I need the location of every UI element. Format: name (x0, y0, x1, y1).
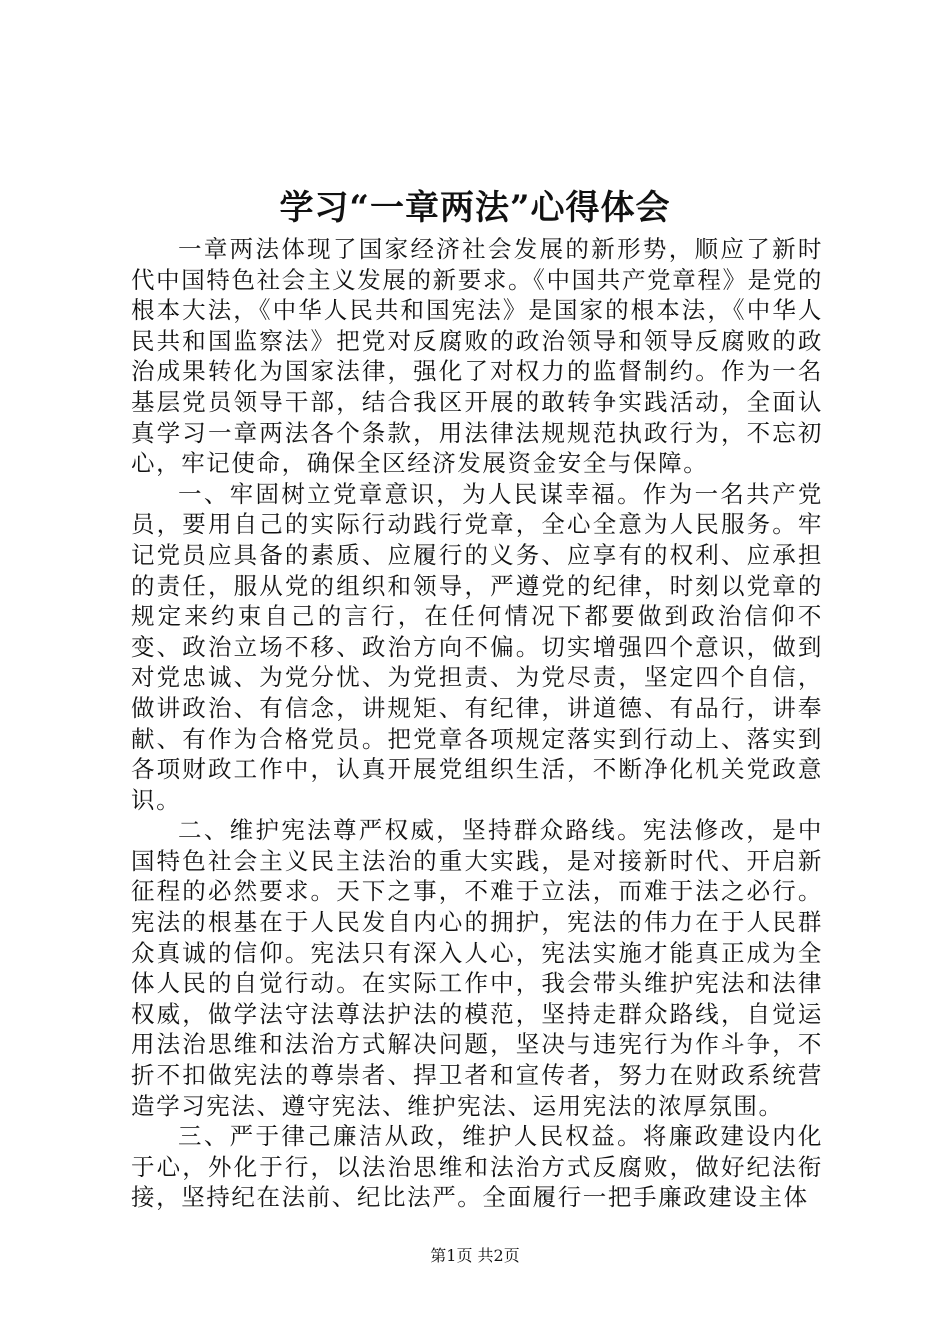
paragraph-section-3: 三、严于律己廉洁从政，维护人民权益。将廉政建设内化于心，外化于行，以法治思维和法治方式反腐败，做好纪法衔接，坚持纪在法前、纪比法严。全面履行一把手廉政建设主体 (131, 1122, 823, 1212)
paragraph-section-2: 二、维护宪法尊严权威，坚持群众路线。宪法修改，是中国特色社会主义民主法治的重大实践，是对接新时代、开启新征程的必然要求。天下之事，不难于立法，而难于法之必行。宪法的根基在于人民发自内心的拥护，宪法的伟力在于人民群众真诚的信仰。宪法只有深入人心，宪法实施才能真正成为全体人民的自觉行动。在实际工作中，我会带头维护宪法和法律权威，做学法守法尊法护法的模范，坚持走群众路线，自觉运用法治思维和法治方式解决问题，坚决与违宪行为作斗争，不折不扣做宪法的尊崇者、捍卫者和宣传者，努力在财政系统营造学习宪法、遵守宪法、维护宪法、运用宪法的浓厚氛围。 (131, 816, 823, 1120)
paragraph-section-1: 一、牢固树立党章意识，为人民谋幸福。作为一名共产党员，要用自己的实际行动践行党章，全心全意为人民服务。牢记党员应具备的素质、应履行的义务、应享有的权利、应承担的责任，服从党的组织和领导，严遵党的纪律，时刻以党章的规定来约束自己的言行，在任何情况下都要做到政治信仰不变、政治立场不移、政治方向不偏。切实增强四个意识，做到对党忠诚、为党分忧、为党担责、为党尽责，坚定四个自信，做讲政治、有信念，讲规矩、有纪律，讲道德、有品行，讲奉献、有作为合格党员。把党章各项规定落实到行动上、落实到各项财政工作中，认真开展党组织生活，不断净化机关党政意识。 (131, 479, 823, 814)
paragraph-intro: 一章两法体现了国家经济社会发展的新形势，顺应了新时代中国特色社会主义发展的新要求。《中国共产党章程》是党的根本大法，《中华人民共和国宪法》是国家的根本法，《中华人民共和国监察法》把党对反腐败的政治领导和领导反腐败的政治成果转化为国家法律，强化了对权力的监督制约。作为一名基层党员领导干部，结合我区开展的敢转争实践活动，全面认真学习一章两法各个条款，用法律法规规范执政行为，不忘初心，牢记使命，确保全区经济发展资金安全与保障。 (131, 235, 823, 478)
document-title: 学习“一章两法”心得体会 (279, 188, 671, 228)
document-body (131, 234, 823, 1213)
page-number-footer: 第1页 共2页 (430, 1246, 520, 1265)
